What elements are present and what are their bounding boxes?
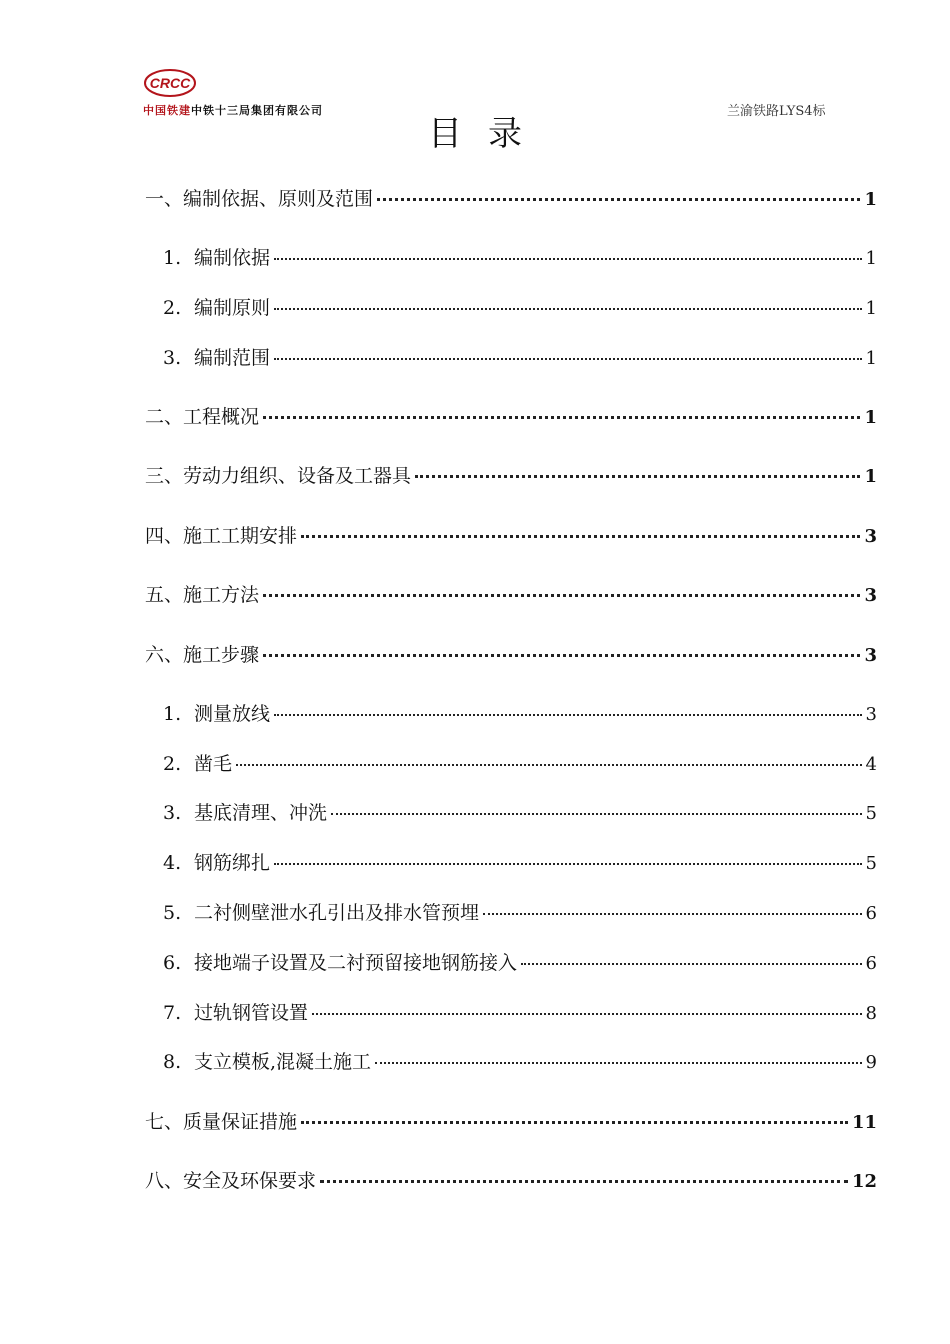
toc-entry-page: 1 [865,298,877,319]
toc-entry-page: 3 [864,645,877,666]
toc-dot-leader [377,198,860,201]
toc-entry[interactable] [163,702,877,727]
toc-entry-title: 五、施工方法 [145,584,260,606]
toc-entry-title: 七、质量保证措施 [145,1111,298,1133]
toc-entry[interactable] [163,246,877,271]
toc-dot-leader [274,863,862,865]
toc-dot-leader [483,913,862,915]
toc-entry[interactable] [163,346,877,371]
toc-entry-number: 3. [163,802,182,824]
toc-entry[interactable] [163,901,877,926]
toc-entry-title: 二、工程概况 [145,406,260,428]
toc-entry-title: 编制原则 [194,297,271,319]
toc-dot-leader [301,535,860,538]
toc-entry-page: 4 [865,754,877,775]
toc-entry[interactable] [163,801,877,826]
toc-entry[interactable] [163,296,877,321]
toc-entry-title: 六、施工步骤 [145,644,260,666]
toc-entry-page: 9 [865,1052,877,1073]
toc-entry-title: 编制依据 [194,247,271,269]
toc-entry[interactable] [145,524,877,549]
toc-entry-page: 3 [865,704,877,725]
toc-dot-leader [236,764,862,766]
toc-entry-title: 二衬侧壁泄水孔引出及排水管预埋 [194,902,480,924]
toc-entry[interactable] [163,851,877,876]
toc-entry-title: 四、施工工期安排 [145,525,298,547]
toc-entry-number: 6. [163,952,182,974]
toc-dot-leader [274,358,862,360]
toc-dot-leader [521,963,862,965]
toc-entry[interactable] [145,643,877,668]
toc-entry-number: 8. [163,1051,182,1073]
toc-entry-page: 1 [864,189,877,210]
toc-dot-leader [301,1121,848,1124]
toc-entry[interactable] [145,464,877,489]
toc-dot-leader [312,1013,862,1015]
toc-entry-page: 5 [865,803,877,824]
toc-entry-page: 6 [865,953,877,974]
toc-entry[interactable] [145,1110,877,1135]
company-name-left: 中国铁建 [143,104,191,117]
company-name-right: 中铁十三局集团有限公司 [191,104,323,117]
toc-entry-title: 过轨钢管设置 [194,1002,309,1024]
toc-entry-page: 1 [864,466,877,487]
project-label: 兰渝铁路LYS4标 [727,104,826,119]
toc-entry-number: 2. [163,753,182,775]
toc-entry-title: 接地端子设置及二衬预留接地钢筋接入 [194,952,518,974]
toc-entry-title: 基底清理、冲洗 [194,802,328,824]
toc-entry-page: 3 [864,526,877,547]
toc-entry-title: 三、劳动力组织、设备及工器具 [145,465,412,487]
toc-entry[interactable] [163,1050,877,1075]
toc-entry[interactable] [163,1001,877,1026]
logo-text: CRCC [149,75,191,91]
toc-entry-page: 1 [865,348,877,369]
toc-dot-leader [415,475,860,478]
toc-dot-leader [274,714,862,716]
toc-entry-number: 4. [163,852,182,874]
toc-entry-number: 5. [163,902,182,924]
toc-dot-leader [320,1180,848,1183]
toc-dot-leader [375,1062,862,1064]
toc-entry-number: 1. [163,703,182,725]
toc-entry-title: 凿毛 [194,753,233,775]
toc-entry-title: 八、安全及环保要求 [145,1170,317,1192]
toc-entry-page: 8 [865,1003,877,1024]
toc-entry[interactable] [145,583,877,608]
page-title: 目录 [428,114,548,154]
toc-entry[interactable] [145,187,877,212]
toc-entry-page: 1 [864,407,877,428]
toc-entry-page: 12 [851,1171,877,1192]
header-logo [143,68,197,102]
toc-dot-leader [274,258,862,260]
toc-dot-leader [263,416,860,419]
toc-entry-number: 7. [163,1002,182,1024]
toc-entry-number: 1. [163,247,182,269]
toc-entry[interactable] [145,405,877,430]
toc-dot-leader [263,654,860,657]
toc-entry-title: 支立模板,混凝土施工 [194,1051,372,1073]
toc-entry-page: 1 [865,248,877,269]
toc-entry-title: 钢筋绑扎 [194,852,271,874]
toc-entry[interactable] [145,1169,877,1194]
toc-entry-title: 测量放线 [194,703,271,725]
toc-entry-page: 11 [851,1112,877,1133]
toc-entry-number: 2. [163,297,182,319]
toc-entry-page: 3 [864,585,877,606]
toc-entry[interactable] [163,951,877,976]
toc-entry-page: 5 [865,853,877,874]
toc-dot-leader [331,813,862,815]
toc-dot-leader [274,308,862,310]
toc-entry-page: 6 [865,903,877,924]
toc-entry[interactable] [163,752,877,777]
toc-entry-title: 一、编制依据、原则及范围 [145,188,374,210]
toc-dot-leader [263,594,860,597]
toc-entry-number: 3. [163,347,182,369]
toc-entry-title: 编制范围 [194,347,271,369]
